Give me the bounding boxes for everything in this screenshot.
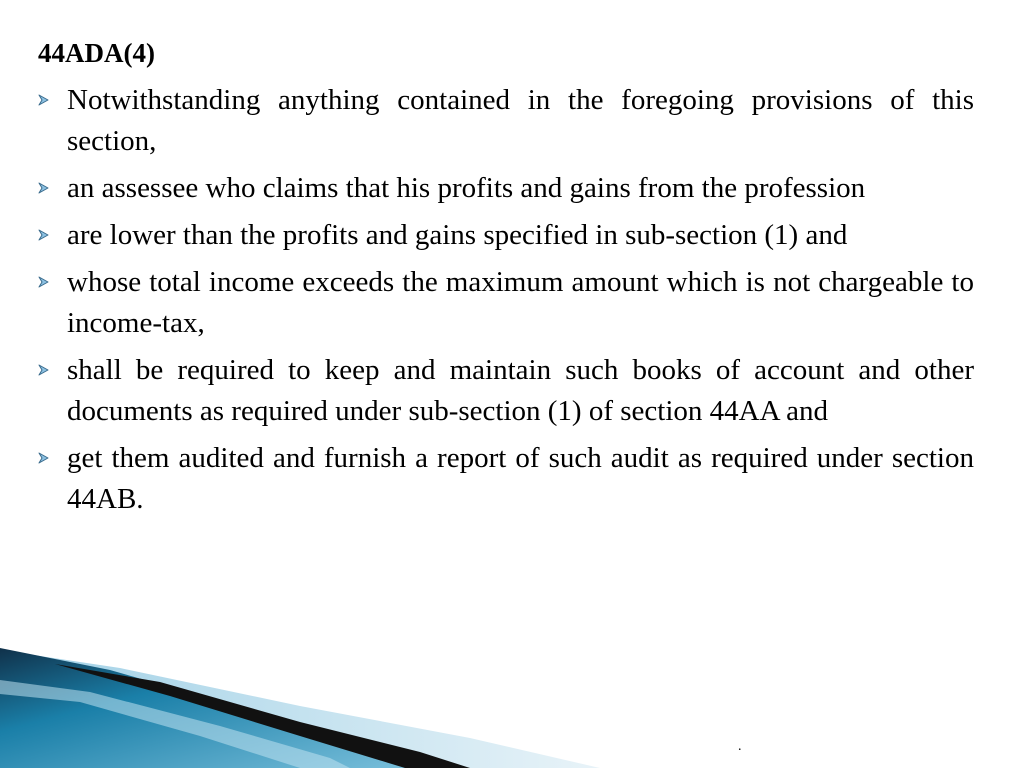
bullet-item [38,262,974,344]
bullet-list [38,80,974,520]
arrowhead-bullet-icon [38,182,50,194]
footer-wave-decoration [0,640,1024,768]
bullet-item [38,168,974,209]
bullet-text: Notwithstanding anything contained in the foregoing provisions of this section, [67,84,974,157]
bullet-item [38,80,974,162]
arrowhead-bullet-icon [38,229,50,241]
arrowhead-bullet-icon [38,452,50,464]
bullet-text: whose total income exceeds the maximum amount which is not chargeable to income-tax, [67,266,974,339]
bullet-item [38,438,974,520]
bullet-text: are lower than the profits and gains specified in sub-section (1) and [67,219,848,251]
footer-mark: . [738,739,742,754]
bullet-text: shall be required to keep and maintain such books of account and other documents as required under sub-section (1) of section 44AA and [67,354,974,427]
arrowhead-bullet-icon [38,276,50,288]
bullet-text: an assessee who claims that his profits and gains from the profession [67,172,866,204]
bullet-text: get them audited and furnish a report of such audit as required under section 44AB. [67,442,974,515]
arrowhead-bullet-icon [38,94,50,106]
bullet-item [38,350,974,432]
bullet-item [38,215,974,256]
arrowhead-bullet-icon [38,364,50,376]
slide-heading: 44ADA(4) [38,38,155,68]
